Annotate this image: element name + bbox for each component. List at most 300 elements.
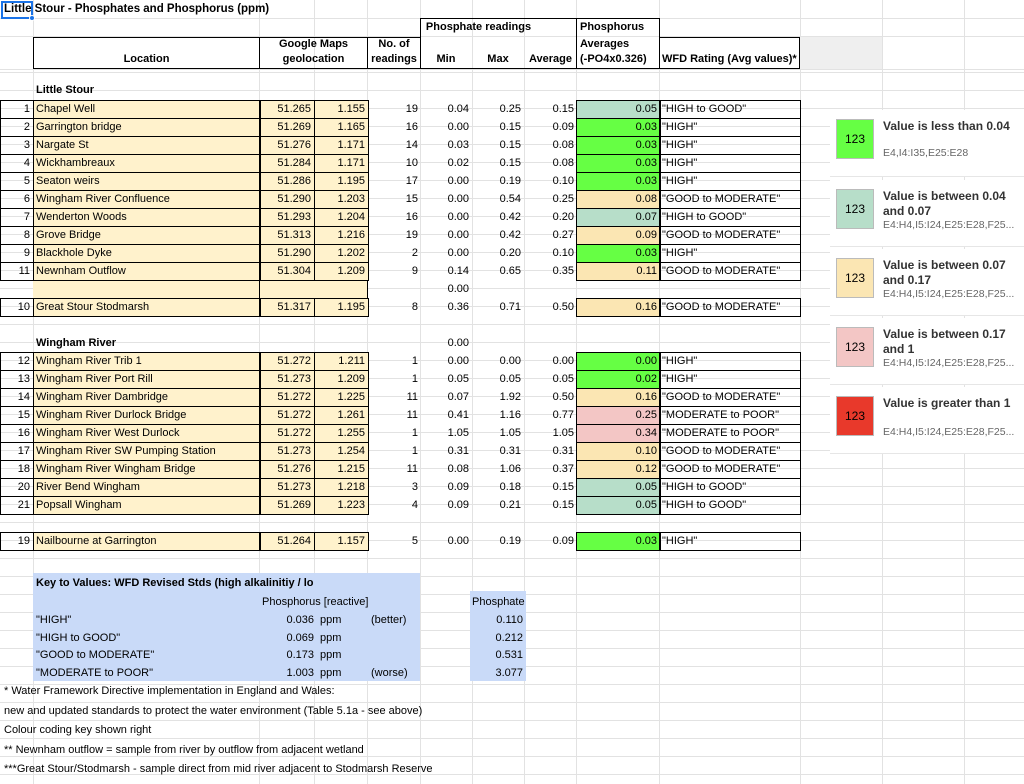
cell-readings[interactable]: 16 xyxy=(405,211,418,223)
grid-row-line xyxy=(0,720,1024,721)
row-number[interactable]: 21 xyxy=(17,499,30,511)
cell-location[interactable]: Nargate St xyxy=(33,137,260,155)
cell-max[interactable]: 0.15 xyxy=(499,157,521,169)
cell-latitude[interactable]: 51.290 xyxy=(259,191,314,209)
row-number[interactable]: 18 xyxy=(17,463,30,475)
cell-readings[interactable]: 17 xyxy=(405,175,418,187)
cell-min[interactable]: 0.00 xyxy=(447,211,469,223)
cell-average[interactable]: 1.05 xyxy=(552,427,574,439)
cell-wfd-rating[interactable]: "GOOD to MODERATE" xyxy=(662,391,781,403)
grid-row-line xyxy=(0,738,1024,739)
cell-min[interactable]: 0.09 xyxy=(447,481,469,493)
cell-readings[interactable]: 16 xyxy=(405,121,418,133)
cell-location[interactable] xyxy=(33,281,260,299)
row-number[interactable]: 3 xyxy=(23,139,30,151)
cell-latitude[interactable]: 51.272 xyxy=(259,353,314,371)
cell-location[interactable]: Chapel Well xyxy=(33,101,260,119)
cell-average[interactable]: 0.09 xyxy=(552,121,574,133)
cell-longitude[interactable]: 1.209 xyxy=(314,263,368,281)
cell-phosphorus[interactable]: 0.09 xyxy=(576,227,660,245)
cell-border xyxy=(576,478,661,497)
cell-longitude[interactable]: 1.225 xyxy=(314,389,368,407)
key-unit[interactable]: ppm xyxy=(320,649,342,661)
cell-longitude[interactable]: 1.195 xyxy=(314,299,368,317)
cell-min[interactable]: 0.00 xyxy=(447,355,469,367)
cell-readings[interactable]: 8 xyxy=(411,301,418,313)
cell-max[interactable]: 0.19 xyxy=(499,175,521,187)
row-number[interactable]: 1 xyxy=(23,103,30,115)
cell-readings[interactable]: 1 xyxy=(411,355,418,367)
cell-max[interactable]: 0.20 xyxy=(499,247,521,259)
cell-readings[interactable]: 1 xyxy=(411,427,418,439)
cell-min[interactable]: 0.03 xyxy=(447,139,469,151)
row-number[interactable]: 5 xyxy=(23,175,30,187)
row-number[interactable]: 10 xyxy=(17,301,30,313)
cell-average[interactable]: 0.09 xyxy=(552,535,574,547)
cell-longitude[interactable]: 1.155 xyxy=(314,101,368,119)
cell-border xyxy=(659,244,801,263)
cell-readings[interactable]: 11 xyxy=(406,409,418,421)
cell-latitude[interactable]: 51.273 xyxy=(259,443,314,461)
cell-border xyxy=(259,442,315,461)
row-number[interactable]: 6 xyxy=(23,193,30,205)
cell-max[interactable]: 0.15 xyxy=(499,121,521,133)
format-rule-preview: 123 xyxy=(836,119,874,159)
cell-location[interactable]: Wingham River Port Rill xyxy=(33,371,260,389)
cell-phosphorus[interactable]: 0.16 xyxy=(576,389,660,407)
cell-longitude[interactable]: 1.203 xyxy=(314,191,368,209)
cell-border xyxy=(33,406,261,425)
cell-phosphorus[interactable]: 0.34 xyxy=(576,425,660,443)
key-phosphate-value[interactable]: 0.110 xyxy=(496,614,523,626)
cell-location[interactable]: Popsall Wingham xyxy=(33,497,260,515)
row-number[interactable]: 16 xyxy=(17,427,30,439)
cell-location[interactable]: Wingham River Wingham Bridge xyxy=(33,461,260,479)
row-number[interactable]: 12 xyxy=(17,355,30,367)
cell-min[interactable]: 1.05 xyxy=(447,427,469,439)
cell-max[interactable]: 0.54 xyxy=(499,193,521,205)
row-number[interactable]: 19 xyxy=(17,535,30,547)
cell-max[interactable]: 0.71 xyxy=(499,301,521,313)
cell-wfd-rating[interactable]: "HIGH to GOOD" xyxy=(662,499,747,511)
cell-border xyxy=(33,424,261,443)
cell-border xyxy=(314,190,369,209)
cell-max[interactable]: 1.92 xyxy=(499,391,521,403)
format-rule-condition: Value is greater than 1 xyxy=(883,396,1011,410)
cell-readings[interactable]: 10 xyxy=(405,157,418,169)
key-note[interactable]: (worse) xyxy=(371,666,408,679)
cell-latitude[interactable]: 51.317 xyxy=(259,299,314,317)
cell-min[interactable]: 0.00 xyxy=(447,535,469,547)
key-label[interactable]: "GOOD to MODERATE" xyxy=(36,649,155,661)
cell-average[interactable]: 0.00 xyxy=(552,355,574,367)
cell-location[interactable]: Wingham River Trib 1 xyxy=(33,353,260,371)
cell-min[interactable]: 0.00 xyxy=(447,121,469,133)
cell-location[interactable]: Garrington bridge xyxy=(33,119,260,137)
cell-readings[interactable]: 14 xyxy=(405,139,418,151)
format-rule-condition: Value is less than 0.04 xyxy=(883,119,1010,133)
cell-latitude[interactable]: 51.276 xyxy=(259,461,314,479)
cell-max[interactable]: 1.05 xyxy=(499,427,521,439)
row-number[interactable] xyxy=(1,281,33,299)
cell-longitude[interactable]: 1.218 xyxy=(314,479,368,497)
cell-border xyxy=(0,370,34,389)
cell-average[interactable]: 0.31 xyxy=(552,445,574,457)
cell-border xyxy=(314,244,369,263)
cell-latitude[interactable]: 51.272 xyxy=(259,407,314,425)
cell-location[interactable]: Wingham River Confluence xyxy=(33,191,260,209)
cell-longitude[interactable]: 1.204 xyxy=(314,209,368,227)
cell-border xyxy=(314,424,369,443)
cell-max[interactable]: 1.16 xyxy=(499,409,521,421)
footnote-line: ***Great Stour/Stodmarsh - sample direct from mid river adjacent to Stodmarsh Reserve xyxy=(4,763,433,775)
cell-border xyxy=(259,460,315,479)
cell-phosphorus[interactable]: 0.25 xyxy=(576,407,660,425)
cell-min[interactable]: 0.00 xyxy=(447,193,469,205)
cell-wfd-rating[interactable]: "GOOD to MODERATE" xyxy=(662,463,781,475)
cell-border xyxy=(33,388,261,407)
cell-border xyxy=(576,136,661,155)
cell-latitude[interactable]: 51.269 xyxy=(259,119,314,137)
format-rule-range: E4:H4,I5:I24,E25:E28,F25... xyxy=(883,219,1015,231)
cell-border xyxy=(259,118,315,137)
cell-phosphorus[interactable]: 0.02 xyxy=(576,371,660,389)
cell-min[interactable]: 0.09 xyxy=(447,499,469,511)
cell-wfd-rating[interactable]: "HIGH" xyxy=(662,121,698,133)
cell-min[interactable]: 0.36 xyxy=(447,301,469,313)
cell-location[interactable]: Grove Bridge xyxy=(33,227,260,245)
cell-location[interactable]: Blackhole Dyke xyxy=(33,245,260,263)
cell-latitude[interactable]: 51.290 xyxy=(259,245,314,263)
cell-latitude[interactable]: 51.265 xyxy=(259,101,314,119)
cell-average[interactable]: 0.08 xyxy=(552,157,574,169)
cell-latitude[interactable]: 51.269 xyxy=(259,497,314,515)
cell-location[interactable]: Seaton weirs xyxy=(33,173,260,191)
cell-border xyxy=(0,118,34,137)
cell-border xyxy=(576,262,661,281)
cell-average[interactable]: 0.25 xyxy=(552,193,574,205)
cell-max[interactable]: 0.65 xyxy=(499,265,521,277)
cell-readings[interactable]: 2 xyxy=(411,247,418,259)
format-rule-item[interactable] xyxy=(830,110,1024,177)
averages-header-1: Averages xyxy=(580,38,630,50)
key-phosphate-value[interactable]: 0.531 xyxy=(495,649,523,661)
key-label[interactable]: "MODERATE to POOR" xyxy=(36,666,154,679)
cell-min[interactable]: 0.00 xyxy=(447,175,469,187)
cell-wfd-rating[interactable]: "HIGH" xyxy=(662,175,698,187)
cell-border xyxy=(659,172,801,191)
cell-phosphorus[interactable]: 0.08 xyxy=(576,191,660,209)
cell-longitude[interactable]: 1.215 xyxy=(314,461,368,479)
cell-readings[interactable]: 11 xyxy=(406,463,418,475)
cell-phosphorus[interactable]: 0.05 xyxy=(576,479,660,497)
cell-border xyxy=(259,478,315,497)
format-rule-item[interactable] xyxy=(830,318,1024,385)
max-header: Max xyxy=(487,53,509,65)
cell-average[interactable]: 0.15 xyxy=(552,499,574,511)
cell-border xyxy=(659,262,801,281)
row-number[interactable]: 2 xyxy=(23,121,30,133)
cell-location[interactable]: Wingham River SW Pumping Station xyxy=(33,443,260,461)
cell-border xyxy=(659,352,801,371)
format-rule-range: E4,I4:I35,E25:E28 xyxy=(883,147,969,159)
cell-min[interactable]: 0.41 xyxy=(447,409,469,421)
cell-longitude[interactable]: 1.171 xyxy=(314,137,368,155)
row-number[interactable]: 13 xyxy=(17,373,30,385)
format-rule-item[interactable] xyxy=(830,249,1024,316)
cell-phosphorus[interactable]: 0.00 xyxy=(576,353,660,371)
cell-max[interactable]: 0.19 xyxy=(499,535,521,547)
cell-border xyxy=(314,100,369,119)
key-value[interactable]: 0.069 xyxy=(286,631,314,644)
cell-max[interactable]: 0.42 xyxy=(499,211,521,223)
cell-min[interactable]: 0.07 xyxy=(447,391,469,403)
cell-longitude[interactable]: 1.216 xyxy=(314,227,368,245)
cell-border xyxy=(576,406,661,425)
cell-min[interactable]: 0.00 xyxy=(447,283,469,295)
cell-max[interactable]: 0.42 xyxy=(499,229,521,241)
cell-latitude[interactable]: 51.264 xyxy=(259,533,314,551)
cell-latitude[interactable]: 51.286 xyxy=(259,173,314,191)
cell-phosphorus[interactable]: 0.03 xyxy=(576,155,660,173)
cell-longitude[interactable]: 1.261 xyxy=(314,407,368,425)
footnote-line: ** Newnham outflow = sample from river by outflow from adjacent wetland xyxy=(4,743,364,756)
cell-border xyxy=(576,226,661,245)
cell-longitude[interactable]: 1.209 xyxy=(314,371,368,389)
cell-wfd-rating[interactable]: "HIGH to GOOD" xyxy=(662,103,747,115)
cell-min[interactable]: 0.04 xyxy=(447,103,469,115)
cell-average[interactable]: 0.05 xyxy=(552,373,574,385)
location-header: Location xyxy=(123,53,170,65)
cell-wfd-rating[interactable]: "MODERATE to POOR" xyxy=(662,427,780,439)
format-rule-item[interactable] xyxy=(830,180,1024,247)
cell-min[interactable]: 0.08 xyxy=(447,463,469,475)
cell-longitude[interactable]: 1.171 xyxy=(314,155,368,173)
cell-average[interactable]: 0.20 xyxy=(552,211,574,223)
cell-phosphorus[interactable]: 0.05 xyxy=(576,101,660,119)
cell-longitude[interactable]: 1.165 xyxy=(314,119,368,137)
key-phosphate-value[interactable]: 3.077 xyxy=(495,666,523,679)
cell-max[interactable]: 0.18 xyxy=(499,481,521,493)
cell-min[interactable]: 0.31 xyxy=(447,445,469,457)
cell-border xyxy=(314,532,369,551)
cell-border xyxy=(576,298,661,317)
cell-location[interactable]: Wingham River West Durlock xyxy=(33,425,260,443)
cell-min[interactable]: 0.02 xyxy=(447,157,469,169)
cell-latitude[interactable]: 51.272 xyxy=(259,389,314,407)
cell-wfd-rating[interactable]: "HIGH" xyxy=(662,139,698,151)
cell-border xyxy=(33,226,261,245)
cell-phosphorus[interactable]: 0.07 xyxy=(576,209,660,227)
cell-longitude[interactable]: 1.223 xyxy=(314,497,368,515)
cell-latitude[interactable]: 51.272 xyxy=(259,425,314,443)
cell-wfd-rating[interactable]: "GOOD to MODERATE" xyxy=(662,193,781,205)
cell-max[interactable]: 0.05 xyxy=(499,373,521,385)
cell-average[interactable]: 0.08 xyxy=(552,139,574,151)
cell-longitude[interactable]: 1.195 xyxy=(314,173,368,191)
cell-average[interactable]: 0.15 xyxy=(552,103,574,115)
key-note[interactable]: (better) xyxy=(371,614,407,626)
cell-border xyxy=(259,370,315,389)
cell-average[interactable]: 0.50 xyxy=(552,391,574,403)
cell-min[interactable]: 0.05 xyxy=(447,373,469,385)
cell-wfd-rating[interactable]: "HIGH to GOOD" xyxy=(662,211,747,223)
cell-border xyxy=(259,208,315,227)
cell-location[interactable]: Wickhambreaux xyxy=(33,155,260,173)
key-title: Key to Values: WFD Revised Stds (high alkalinitiy / lo xyxy=(36,577,314,589)
grid-row-line xyxy=(0,522,1024,523)
cell-wfd-rating[interactable]: "HIGH" xyxy=(662,373,698,385)
cell-wfd-rating[interactable]: "HIGH" xyxy=(662,355,698,367)
cell-max[interactable]: 1.06 xyxy=(499,463,521,475)
cell-longitude[interactable]: 1.254 xyxy=(314,443,368,461)
format-rule-item[interactable] xyxy=(830,387,1024,454)
cell-phosphorus[interactable]: 0.16 xyxy=(576,299,660,317)
cell-wfd-rating[interactable]: "GOOD to MODERATE" xyxy=(662,265,781,277)
row-number[interactable]: 4 xyxy=(23,157,30,169)
cell-border xyxy=(659,406,801,425)
cell-average[interactable]: 0.37 xyxy=(552,463,574,475)
key-phosphate-value[interactable]: 0.212 xyxy=(495,631,523,644)
cell-readings[interactable]: 15 xyxy=(405,193,418,205)
cell-latitude[interactable]: 51.293 xyxy=(259,209,314,227)
cell-border xyxy=(314,370,369,389)
cell-min[interactable]: 0.00 xyxy=(447,229,469,241)
cell-average[interactable]: 0.27 xyxy=(552,229,574,241)
cell-readings[interactable]: 5 xyxy=(411,535,418,547)
cell-phosphorus[interactable]: 0.03 xyxy=(576,533,660,551)
cell-wfd-rating[interactable]: "HIGH" xyxy=(662,535,698,547)
cell-border xyxy=(259,424,315,443)
cell-border xyxy=(0,496,34,515)
cell-longitude[interactable]: 1.157 xyxy=(314,533,368,551)
cell-border xyxy=(33,370,261,389)
cell-border xyxy=(33,262,261,281)
cell-max[interactable]: 0.00 xyxy=(499,355,521,367)
cell-wfd-rating[interactable]: "HIGH to GOOD" xyxy=(662,481,747,493)
cell-max[interactable]: 0.21 xyxy=(499,499,521,511)
cell-border xyxy=(314,442,369,461)
key-value[interactable]: 1.003 xyxy=(286,666,314,679)
cell-readings[interactable]: 19 xyxy=(405,103,418,115)
cell-max[interactable]: 0.15 xyxy=(499,139,521,151)
key-unit[interactable]: ppm xyxy=(320,631,342,644)
cell-latitude[interactable]: 51.284 xyxy=(259,155,314,173)
cell-max[interactable]: 0.25 xyxy=(499,103,521,115)
cell-location[interactable]: Wenderton Woods xyxy=(33,209,260,227)
grid-row-line xyxy=(0,90,1024,91)
cell-location[interactable]: Wingham River Dambridge xyxy=(33,389,260,407)
cell-latitude[interactable]: 51.313 xyxy=(259,227,314,245)
cell-readings[interactable]: 1 xyxy=(411,445,418,457)
cell-wfd-rating[interactable]: "GOOD to MODERATE" xyxy=(662,445,781,457)
cell-average[interactable]: 0.10 xyxy=(552,247,574,259)
cell-latitude[interactable]: 51.273 xyxy=(259,371,314,389)
cell-border xyxy=(33,496,261,515)
cell-longitude[interactable]: 1.202 xyxy=(314,245,368,263)
readings-header-2: readings xyxy=(371,53,417,65)
cell-phosphorus[interactable]: 0.10 xyxy=(576,443,660,461)
cell-border xyxy=(659,100,801,119)
cell-border xyxy=(259,226,315,245)
cell-border xyxy=(259,190,315,209)
cell-phosphorus[interactable]: 0.03 xyxy=(576,245,660,263)
row-number[interactable]: 8 xyxy=(23,229,30,241)
cell-location[interactable]: Newnham Outflow xyxy=(33,263,260,281)
cell-border xyxy=(0,424,34,443)
row-number[interactable]: 9 xyxy=(23,247,30,259)
cell-average[interactable]: 0.15 xyxy=(552,481,574,493)
cell-phosphorus[interactable]: 0.03 xyxy=(576,173,660,191)
cell-border xyxy=(314,298,369,317)
cell-readings[interactable]: 19 xyxy=(405,229,418,241)
cell-readings[interactable]: 11 xyxy=(406,391,418,403)
key-label[interactable]: "HIGH to GOOD" xyxy=(36,631,121,644)
cell-wfd-rating[interactable]: "MODERATE to POOR" xyxy=(662,409,780,421)
cell-border xyxy=(576,190,661,209)
cell-wfd-rating[interactable]: "GOOD to MODERATE" xyxy=(662,229,781,241)
cell-average[interactable]: 0.35 xyxy=(552,265,574,277)
cell-phosphorus[interactable]: 0.11 xyxy=(576,263,660,281)
key-value[interactable]: 0.036 xyxy=(286,614,314,626)
cell-phosphorus[interactable]: 0.05 xyxy=(576,497,660,515)
format-rule-range: E4:H4,I5:I24,E25:E28,F25... xyxy=(883,426,1015,438)
cell-location[interactable]: River Bend Wingham xyxy=(33,479,260,497)
cell-border xyxy=(659,496,801,515)
cell-longitude[interactable]: 1.211 xyxy=(314,353,368,371)
row-number[interactable]: 17 xyxy=(17,445,30,457)
cell-min[interactable]: 0.14 xyxy=(447,265,469,277)
cell-phosphorus[interactable]: 0.03 xyxy=(576,119,660,137)
row-number[interactable]: 7 xyxy=(23,211,30,223)
cell-location[interactable]: Wingham River Durlock Bridge xyxy=(33,407,260,425)
cell-readings[interactable]: 1 xyxy=(411,373,418,385)
cell-max[interactable]: 0.31 xyxy=(499,445,521,457)
cell-latitude[interactable]: 51.273 xyxy=(259,479,314,497)
row-number[interactable]: 20 xyxy=(17,481,30,493)
cell-border xyxy=(659,190,801,209)
cell-average[interactable]: 0.10 xyxy=(552,175,574,187)
key-unit[interactable]: ppm xyxy=(320,666,342,679)
row-number[interactable]: 11 xyxy=(18,265,30,277)
cell-readings[interactable]: 4 xyxy=(411,499,418,511)
key-label[interactable]: "HIGH" xyxy=(36,614,72,626)
cell-latitude[interactable]: 51.304 xyxy=(259,263,314,281)
cell-longitude[interactable]: 1.255 xyxy=(314,425,368,443)
row-number[interactable]: 14 xyxy=(17,391,30,403)
cell-location[interactable]: Great Stour Stodmarsh xyxy=(33,299,260,317)
cell-wfd-rating[interactable]: "HIGH" xyxy=(662,157,698,169)
cell-border xyxy=(33,136,261,155)
cell-readings[interactable]: 3 xyxy=(411,481,418,493)
cell-phosphorus[interactable]: 0.03 xyxy=(576,137,660,155)
cell-border xyxy=(33,442,261,461)
cell-min[interactable]: 0.00 xyxy=(447,247,469,259)
key-unit[interactable]: ppm xyxy=(320,614,342,626)
cell-average[interactable]: 0.50 xyxy=(552,301,574,313)
key-value[interactable]: 0.173 xyxy=(286,649,314,661)
cell-wfd-rating[interactable]: "HIGH" xyxy=(662,247,698,259)
cell-wfd-rating[interactable]: "GOOD to MODERATE" xyxy=(662,301,781,313)
cell-readings[interactable]: 9 xyxy=(411,265,418,277)
row-number[interactable]: 15 xyxy=(17,409,30,421)
cell-phosphorus[interactable]: 0.12 xyxy=(576,461,660,479)
cell-average[interactable]: 0.77 xyxy=(552,409,574,421)
cell-min[interactable]: 0.00 xyxy=(447,337,469,349)
cell-location[interactable]: Nailbourne at Garrington xyxy=(33,533,260,551)
cell-border xyxy=(33,352,261,371)
cell-latitude[interactable]: 51.276 xyxy=(259,137,314,155)
